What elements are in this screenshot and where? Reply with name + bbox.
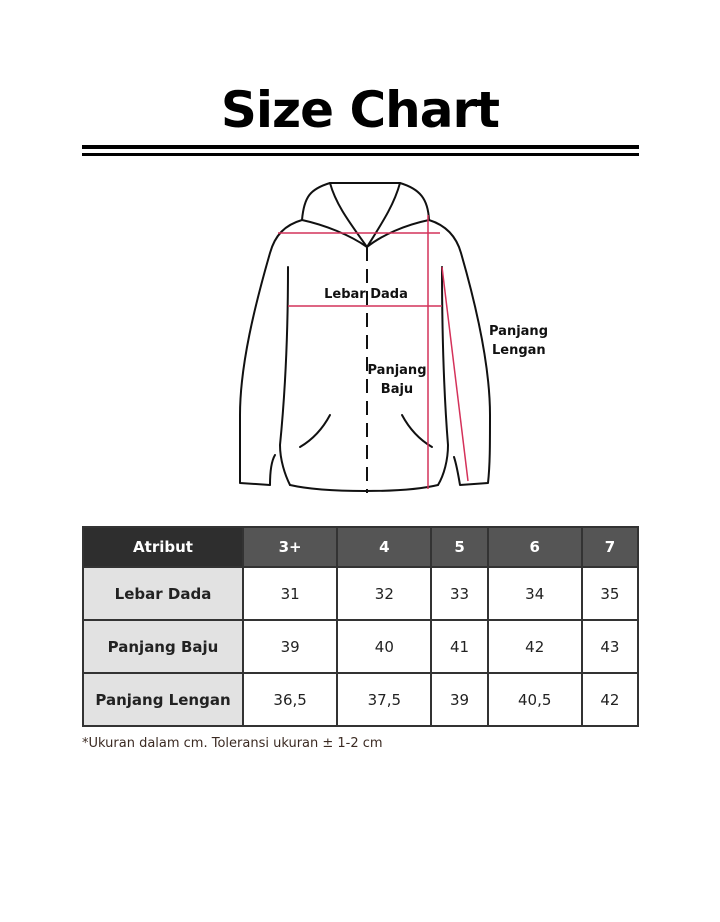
header-cell-atribut: Atribut — [83, 527, 243, 567]
row-label: Lebar Dada — [83, 567, 243, 620]
left-sleeve — [240, 220, 302, 485]
table-cell: 33 — [431, 567, 487, 620]
label-panjang-lengan-1: Panjang — [489, 324, 548, 339]
table-row — [83, 620, 638, 673]
row-label: Panjang Lengan — [83, 673, 243, 726]
table-header-row — [83, 527, 638, 567]
hood-outline — [302, 183, 429, 220]
table-cell: 42 — [488, 620, 582, 673]
table-cell: 42 — [582, 673, 638, 726]
table-cell: 37,5 — [337, 673, 431, 726]
table-cell: 35 — [582, 567, 638, 620]
tolerance-note: *Ukuran dalam cm. Toleransi ukuran ± 1-2 cm — [82, 736, 383, 751]
collar-right — [367, 183, 400, 247]
table-cell: 40,5 — [488, 673, 582, 726]
table-cell: 34 — [488, 567, 582, 620]
left-pocket — [300, 415, 330, 447]
header-cell-size: 7 — [582, 527, 638, 567]
size-table — [82, 526, 639, 727]
table-cell: 43 — [582, 620, 638, 673]
table-cell: 36,5 — [243, 673, 337, 726]
table-row — [83, 567, 638, 620]
table-cell: 41 — [431, 620, 487, 673]
table-cell: 31 — [243, 567, 337, 620]
header-cell-size: 3+ — [243, 527, 337, 567]
label-lebar-dada: Lebar Dada — [324, 287, 408, 302]
collar-left — [330, 183, 367, 247]
page-title: Size Chart — [220, 81, 500, 139]
table-row — [83, 673, 638, 726]
left-body-side — [280, 267, 290, 485]
hem — [290, 485, 438, 491]
title-divider-thick — [82, 145, 639, 149]
table-cell: 39 — [431, 673, 487, 726]
table-cell: 39 — [243, 620, 337, 673]
table-cell: 40 — [337, 620, 431, 673]
right-sleeve — [429, 220, 490, 485]
label-panjang-baju-2: Baju — [380, 382, 414, 397]
table-cell: 32 — [337, 567, 431, 620]
label-panjang-baju-1: Panjang — [367, 363, 427, 378]
header-cell-size: 5 — [431, 527, 487, 567]
title-divider-thin — [82, 153, 639, 156]
row-label: Panjang Baju — [83, 620, 243, 673]
hoodie-diagram — [230, 175, 548, 505]
header-cell-size: 4 — [337, 527, 431, 567]
sleeve-length-line — [442, 267, 468, 481]
header-cell-size: 6 — [488, 527, 582, 567]
label-panjang-lengan-2: Lengan — [492, 343, 546, 358]
